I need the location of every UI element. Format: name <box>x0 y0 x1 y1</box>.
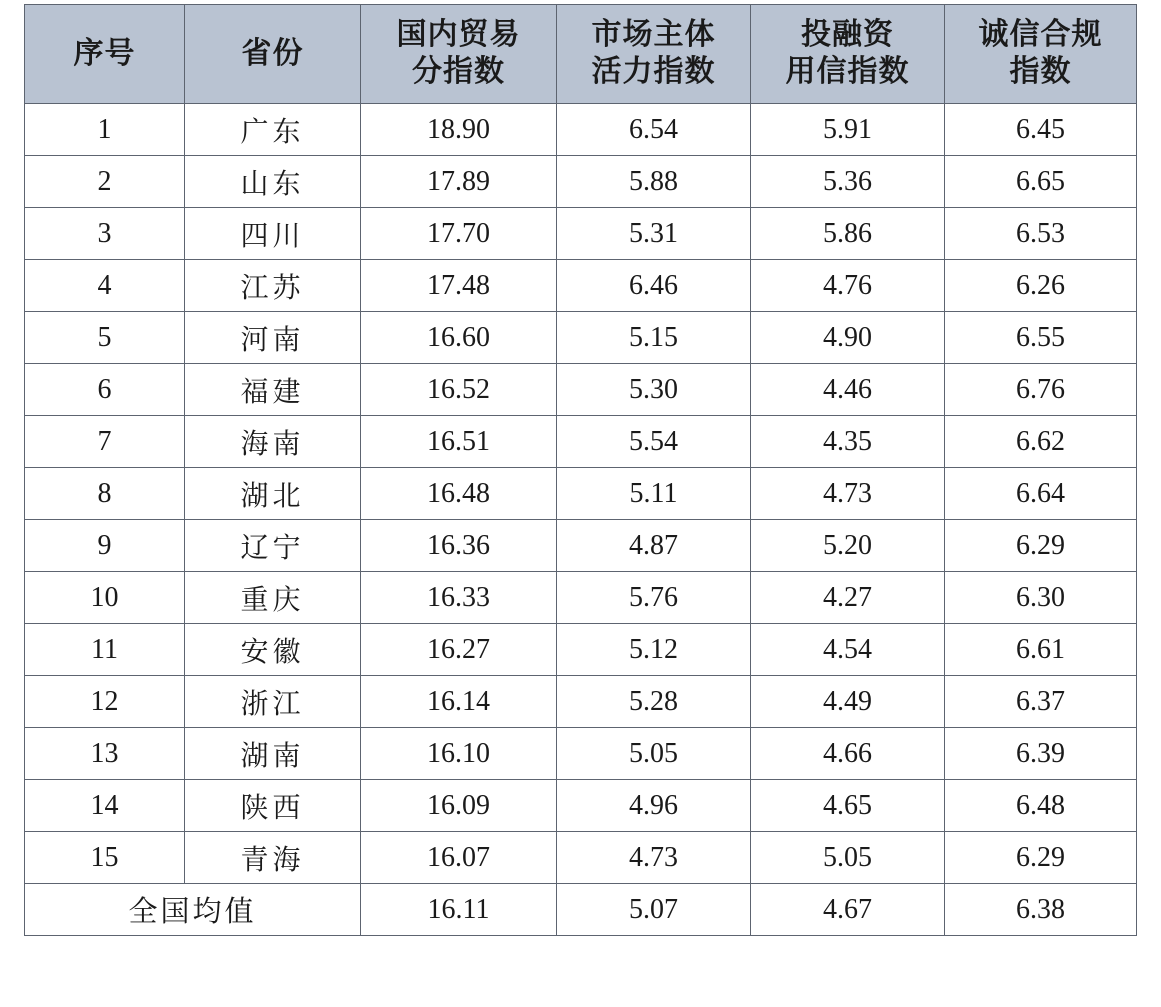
cell-province: 青海 <box>185 832 361 884</box>
document-page <box>0 4 1161 1007</box>
cell-market-entity-vitality-index: 5.11 <box>557 468 751 520</box>
cell-domestic-trade-index: 16.60 <box>361 312 557 364</box>
table-row <box>25 416 1137 468</box>
cell-province: 湖南 <box>185 728 361 780</box>
cell-market-entity-vitality-index: 5.54 <box>557 416 751 468</box>
cell-domestic-trade-index: 16.52 <box>361 364 557 416</box>
table-row <box>25 260 1137 312</box>
cell-investment-credit-index: 5.36 <box>751 156 945 208</box>
cell-market-entity-vitality-index: 5.30 <box>557 364 751 416</box>
column-header-market-entity-vitality-index-line-2: 活力指数 <box>591 55 716 88</box>
table-row <box>25 624 1137 676</box>
cell-seq: 13 <box>25 728 185 780</box>
cell-investment-credit-index: 4.65 <box>751 780 945 832</box>
cell-total-domestic-trade-index: 16.11 <box>361 884 557 936</box>
column-header-seq <box>25 5 185 104</box>
cell-seq: 14 <box>25 780 185 832</box>
cell-investment-credit-index: 4.90 <box>751 312 945 364</box>
column-header-integrity-compliance-index-line-2: 指数 <box>1009 55 1072 88</box>
cell-investment-credit-index: 5.91 <box>751 104 945 156</box>
table-row <box>25 572 1137 624</box>
column-header-investment-credit-index-line-2: 用信指数 <box>785 55 910 88</box>
cell-seq: 4 <box>25 260 185 312</box>
cell-seq: 6 <box>25 364 185 416</box>
cell-market-entity-vitality-index: 4.87 <box>557 520 751 572</box>
cell-total-integrity-compliance-index: 6.38 <box>945 884 1137 936</box>
cell-domestic-trade-index: 18.90 <box>361 104 557 156</box>
table-header-row <box>25 5 1137 104</box>
cell-domestic-trade-index: 16.09 <box>361 780 557 832</box>
cell-total-label: 全国均值 <box>25 884 361 936</box>
table-row <box>25 104 1137 156</box>
cell-investment-credit-index: 4.66 <box>751 728 945 780</box>
table-row <box>25 780 1137 832</box>
cell-province: 广东 <box>185 104 361 156</box>
table-row <box>25 520 1137 572</box>
cell-seq: 7 <box>25 416 185 468</box>
cell-integrity-compliance-index: 6.76 <box>945 364 1137 416</box>
column-header-investment-credit-index-line-1: 投融资 <box>801 18 894 52</box>
cell-integrity-compliance-index: 6.62 <box>945 416 1137 468</box>
cell-market-entity-vitality-index: 5.31 <box>557 208 751 260</box>
cell-integrity-compliance-index: 6.48 <box>945 780 1137 832</box>
cell-domestic-trade-index: 17.70 <box>361 208 557 260</box>
cell-province: 江苏 <box>185 260 361 312</box>
column-header-seq-line-1: 序号 <box>73 36 136 70</box>
cell-investment-credit-index: 4.27 <box>751 572 945 624</box>
cell-investment-credit-index: 5.05 <box>751 832 945 884</box>
cell-market-entity-vitality-index: 5.76 <box>557 572 751 624</box>
cell-market-entity-vitality-index: 4.73 <box>557 832 751 884</box>
cell-domestic-trade-index: 16.14 <box>361 676 557 728</box>
cell-market-entity-vitality-index: 5.28 <box>557 676 751 728</box>
table-header <box>25 5 1137 104</box>
table-row <box>25 208 1137 260</box>
province-index-table <box>24 4 1137 936</box>
cell-domestic-trade-index: 16.07 <box>361 832 557 884</box>
table-total-row <box>25 884 1137 936</box>
cell-integrity-compliance-index: 6.55 <box>945 312 1137 364</box>
cell-seq: 11 <box>25 624 185 676</box>
cell-province: 河南 <box>185 312 361 364</box>
column-header-integrity-compliance-index <box>945 5 1137 104</box>
cell-total-investment-credit-index: 4.67 <box>751 884 945 936</box>
column-header-market-entity-vitality-index <box>557 5 751 104</box>
cell-province: 山东 <box>185 156 361 208</box>
cell-market-entity-vitality-index: 4.96 <box>557 780 751 832</box>
column-header-market-entity-vitality-index-line-1: 市场主体 <box>591 18 716 52</box>
cell-market-entity-vitality-index: 5.15 <box>557 312 751 364</box>
cell-domestic-trade-index: 17.89 <box>361 156 557 208</box>
cell-integrity-compliance-index: 6.26 <box>945 260 1137 312</box>
cell-total-market-entity-vitality-index: 5.07 <box>557 884 751 936</box>
cell-investment-credit-index: 4.49 <box>751 676 945 728</box>
cell-domestic-trade-index: 16.27 <box>361 624 557 676</box>
cell-investment-credit-index: 4.76 <box>751 260 945 312</box>
cell-seq: 12 <box>25 676 185 728</box>
cell-seq: 10 <box>25 572 185 624</box>
cell-seq: 15 <box>25 832 185 884</box>
cell-domestic-trade-index: 16.36 <box>361 520 557 572</box>
cell-market-entity-vitality-index: 5.88 <box>557 156 751 208</box>
cell-province: 福建 <box>185 364 361 416</box>
cell-integrity-compliance-index: 6.45 <box>945 104 1137 156</box>
cell-investment-credit-index: 4.54 <box>751 624 945 676</box>
cell-investment-credit-index: 5.86 <box>751 208 945 260</box>
cell-seq: 9 <box>25 520 185 572</box>
cell-integrity-compliance-index: 6.29 <box>945 520 1137 572</box>
cell-integrity-compliance-index: 6.64 <box>945 468 1137 520</box>
table-body <box>25 104 1137 936</box>
cell-province: 安徽 <box>185 624 361 676</box>
table-row <box>25 156 1137 208</box>
cell-province: 陕西 <box>185 780 361 832</box>
cell-domestic-trade-index: 16.10 <box>361 728 557 780</box>
cell-market-entity-vitality-index: 6.46 <box>557 260 751 312</box>
cell-integrity-compliance-index: 6.37 <box>945 676 1137 728</box>
cell-market-entity-vitality-index: 5.12 <box>557 624 751 676</box>
column-header-domestic-trade-index-line-1: 国内贸易 <box>396 18 521 52</box>
column-header-domestic-trade-index-line-2: 分指数 <box>412 55 505 88</box>
table-row <box>25 676 1137 728</box>
cell-province: 辽宁 <box>185 520 361 572</box>
cell-integrity-compliance-index: 6.29 <box>945 832 1137 884</box>
cell-market-entity-vitality-index: 5.05 <box>557 728 751 780</box>
cell-domestic-trade-index: 16.33 <box>361 572 557 624</box>
cell-province: 浙江 <box>185 676 361 728</box>
cell-integrity-compliance-index: 6.39 <box>945 728 1137 780</box>
cell-seq: 3 <box>25 208 185 260</box>
cell-investment-credit-index: 4.35 <box>751 416 945 468</box>
table-row <box>25 312 1137 364</box>
table-row <box>25 468 1137 520</box>
cell-province: 海南 <box>185 416 361 468</box>
cell-province: 四川 <box>185 208 361 260</box>
table-row <box>25 364 1137 416</box>
cell-integrity-compliance-index: 6.65 <box>945 156 1137 208</box>
cell-market-entity-vitality-index: 6.54 <box>557 104 751 156</box>
column-header-integrity-compliance-index-line-1: 诚信合规 <box>978 18 1103 52</box>
cell-integrity-compliance-index: 6.30 <box>945 572 1137 624</box>
cell-seq: 8 <box>25 468 185 520</box>
cell-seq: 2 <box>25 156 185 208</box>
cell-domestic-trade-index: 16.48 <box>361 468 557 520</box>
column-header-province-line-1: 省份 <box>241 36 304 70</box>
cell-domestic-trade-index: 17.48 <box>361 260 557 312</box>
cell-investment-credit-index: 5.20 <box>751 520 945 572</box>
column-header-domestic-trade-index <box>361 5 557 104</box>
cell-integrity-compliance-index: 6.61 <box>945 624 1137 676</box>
column-header-province <box>185 5 361 104</box>
cell-domestic-trade-index: 16.51 <box>361 416 557 468</box>
table-row <box>25 728 1137 780</box>
table-row <box>25 832 1137 884</box>
cell-seq: 1 <box>25 104 185 156</box>
column-header-investment-credit-index <box>751 5 945 104</box>
cell-province: 重庆 <box>185 572 361 624</box>
cell-integrity-compliance-index: 6.53 <box>945 208 1137 260</box>
cell-seq: 5 <box>25 312 185 364</box>
cell-province: 湖北 <box>185 468 361 520</box>
cell-investment-credit-index: 4.46 <box>751 364 945 416</box>
cell-investment-credit-index: 4.73 <box>751 468 945 520</box>
